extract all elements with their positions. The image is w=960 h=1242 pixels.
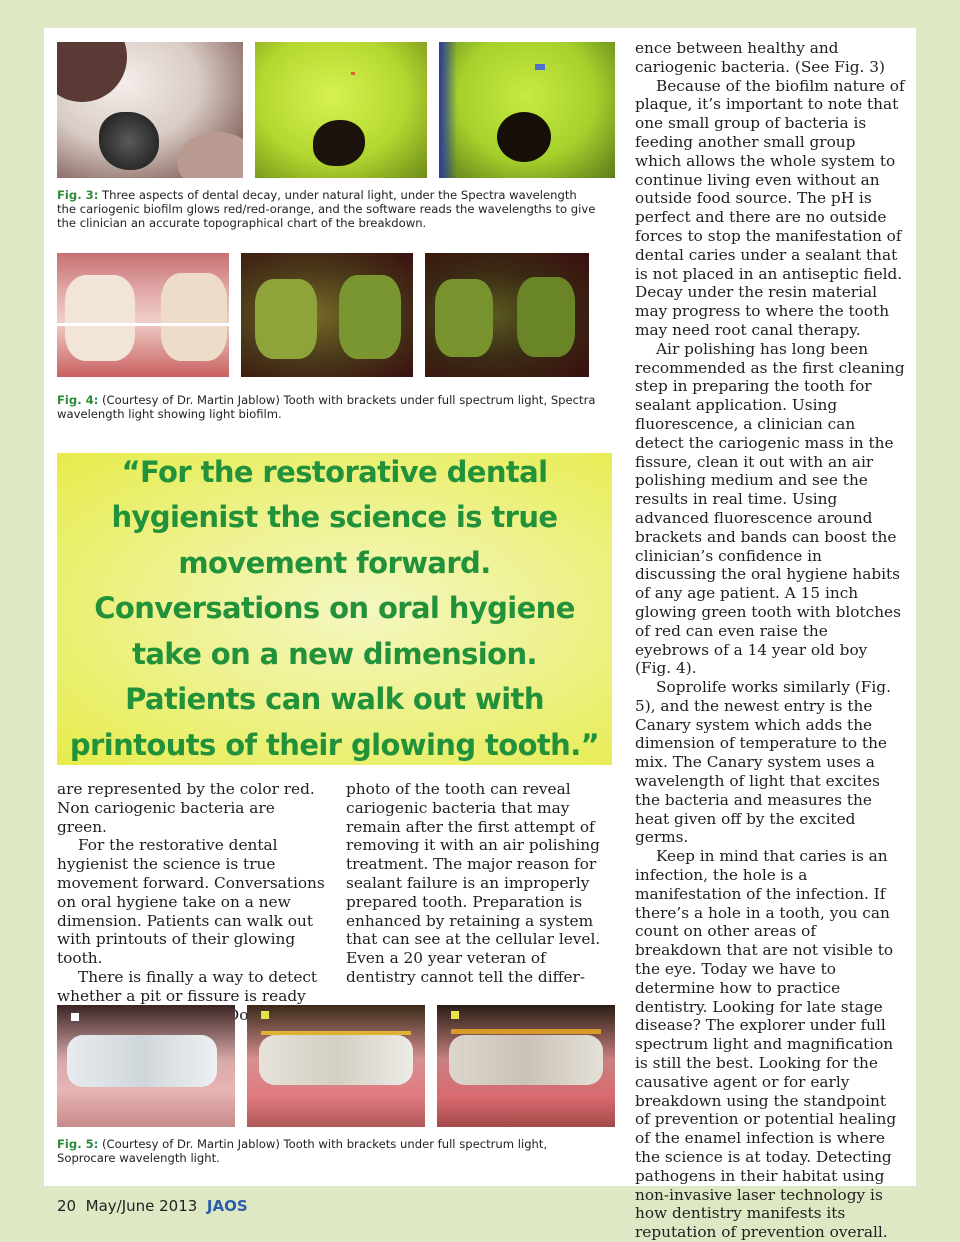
fig5-soprocare-photo-2	[437, 1005, 615, 1127]
col3-paragraph-2: Because of the biofilm nature of plaque, it’s important to note that one small group of bacteria is feeding another small group which allows the whole system to continue living even without an outside food source. The pH is perfect and there are no outside forces to stop the manifestation of dental caries under a sealant that is not placed in an antiseptic field. Decay under the resin material may progress to where the tooth may need root canal therapy.	[635, 76, 905, 339]
fig4-full-spectrum-photo	[57, 253, 229, 377]
fig4-caption	[57, 393, 597, 421]
fig3-images	[57, 42, 615, 178]
col1-paragraph-3: There is finally a way to detect whether a pit or fissure is ready	[57, 967, 318, 1005]
col3-paragraph-4: Soprolife works similarly (Fig. 5), and the newest entry is the Canary system which adds the dimension of temperature to the mix. The Canary system uses a wavelength of light that excites the bacteria and measures the heat given off by the excited germs.	[635, 678, 891, 847]
col1-paragraph-2: For the restorative dental hygienist the science is true movement forward. Conversations on oral hygiene take on a new dimension. Patients can walk out with printouts of their glowing tooth.	[57, 836, 325, 968]
body-column-3	[635, 39, 905, 1242]
fig5-images	[57, 1005, 615, 1127]
fig4-spectra-photo-1	[241, 253, 413, 377]
fig5-soprocare-photo-1	[247, 1005, 425, 1127]
col3-paragraph-1: ence between healthy and cariogenic bacteria. (See Fig. 3)	[635, 39, 885, 76]
fig5-caption	[57, 1137, 609, 1165]
fig4-caption-text: (Courtesy of Dr. Martin Jablow) Tooth with brackets under full spectrum light, Spectra wavelength light showing light biofilm.	[57, 393, 596, 421]
page-footer	[57, 1197, 248, 1215]
body-column-2	[346, 780, 608, 987]
fig3-software-chart-photo	[439, 42, 615, 178]
fig5-caption-text: (Courtesy of Dr. Martin Jablow) Tooth with brackets under full spectrum light, Soprocare wavelength light.	[57, 1137, 548, 1165]
issue-date: May/June 2013	[85, 1197, 198, 1215]
pull-quote-text: “For the restorative dental hygienist the science is true movement forward. Conversations on oral hygiene take on a new dimension. Patients can walk out with printouts of their glowing tooth.”	[69, 454, 600, 762]
fig3-label: Fig. 3:	[57, 188, 99, 202]
col3-paragraph-5: Keep in mind that caries is an infection, the hole is a manifestation of the infection. If there’s a hole in a tooth, you can count on other areas of breakdown that are not visible to the eye. Today we have to determine how to practice dentistry. Looking for late stage disease? The explorer under full spectrum light and magnification is still the best. Looking for the causative agent or for early breakdown using the standpoint of prevention or potential healing of the enamel infection is where the science is at today. Detecting pathogens in their habitat using non-invasive laser technology is how dentistry manifests its reputation of prevention overall.	[635, 847, 897, 1242]
col1-paragraph-1: are represented by the color red. Non cariogenic bacteria are green.	[57, 780, 315, 836]
col2-paragraph-1: photo of the tooth can reveal cariogenic bacteria that may remain after the first attempt of removing it with an air polishing treatment. The major reason for sealant failure is an improperly prepared tooth. Preparation is enhanced by retaining a system that can see at the cellular level. Even a 20 year veteran of dentistry cannot tell the differ-	[346, 780, 601, 986]
fig3-natural-light-photo	[57, 42, 243, 178]
fig4-images	[57, 253, 589, 377]
fig3-caption-text: Three aspects of dental decay, under natural light, under the Spectra wavelength the cariogenic biofilm glows red/red-orange, and the software reads the wavelengths to give the clinician an accurate topographical chart of the breakdown.	[57, 188, 596, 230]
col3-paragraph-3: Air polishing has long been recommended as the first cleaning step in preparing the tooth for sealant application. Using fluorescence, a clinician can detect the cariogenic mass in the fissure, clean it out with an air polishing medium and see the results in real time. Using advanced fluorescence around brackets and bands can boost the clinician’s confidence in discussing the oral hygiene habits of any age patient. A 15 inch glowing green tooth with blotches of red can even raise the eyebrows of a 14 year old boy (Fig. 4).	[635, 339, 905, 678]
fig3-caption	[57, 188, 597, 230]
fig4-label: Fig. 4:	[57, 393, 99, 407]
pull-quote-box	[57, 453, 612, 765]
fig3-spectra-photo	[255, 42, 427, 178]
body-column-1	[57, 780, 325, 1024]
page-number: 20	[57, 1197, 77, 1215]
journal-name: JAOS	[206, 1197, 248, 1215]
fig5-full-spectrum-photo	[57, 1005, 235, 1127]
fig5-label: Fig. 5:	[57, 1137, 99, 1151]
fig4-spectra-photo-2	[425, 253, 589, 377]
